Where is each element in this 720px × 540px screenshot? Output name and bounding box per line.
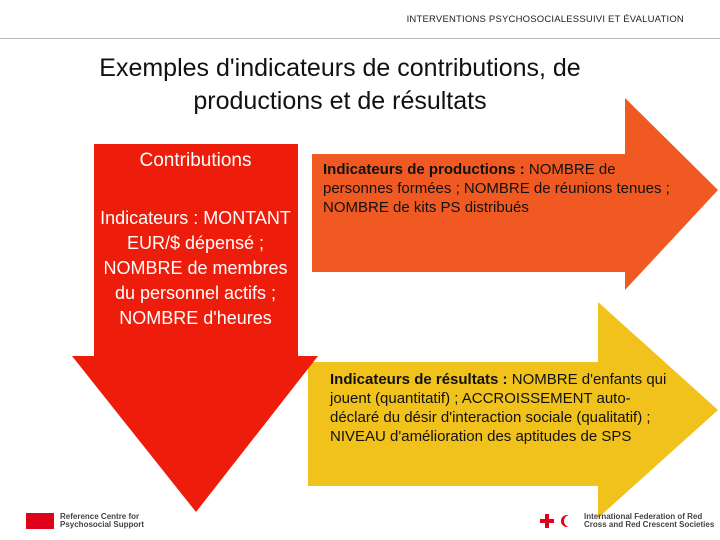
contributions-indicators: Indicateurs : MONTANT EUR/$ dépensé ; NOMBRE de membres du personnel actifs ; NOMBRE d'heures (100, 208, 291, 328)
footer-right-logo (540, 512, 720, 530)
productions-label: Indicateurs de productions : (323, 161, 525, 178)
red-crescent-icon (564, 515, 576, 527)
header-label-monitoring: SUIVI ET ÉVALUATION (579, 14, 684, 25)
header-label-psychosocial: INTERVENTIONS PSYCHOSOCIALES (406, 14, 580, 25)
ifrc-small-logo-icon (26, 513, 54, 529)
footer-right-label: International Federation of Red Cross and Red Crescent Societies (584, 512, 715, 529)
productions-indicators (323, 160, 683, 217)
footer-left-label: Reference Centre for Psychosocial Support (60, 512, 145, 529)
slide-title-line1: Exemples d'indicateurs de contributions, de (99, 54, 581, 82)
results-label: Indicateurs de résultats : (330, 371, 508, 388)
contributions-title: Contributions (139, 150, 252, 171)
red-cross-icon (540, 514, 554, 528)
results-indicators (330, 370, 675, 446)
footer-left-logo (26, 512, 170, 530)
productions-text: NOMBRE de personnes formées ; NOMBRE de réunions tenues ; NOMBRE de kits PS distribués (323, 161, 670, 216)
results-text: NOMBRE d'enfants qui jouent (quantitatif) ; ACCROISSEMENT auto-déclaré du désir d'interaction sociale (qualitatif) ; NIVEAU d'amélioration des aptitudes de SPS (330, 371, 667, 445)
slide-title-line2: productions et de résultats (193, 87, 487, 115)
